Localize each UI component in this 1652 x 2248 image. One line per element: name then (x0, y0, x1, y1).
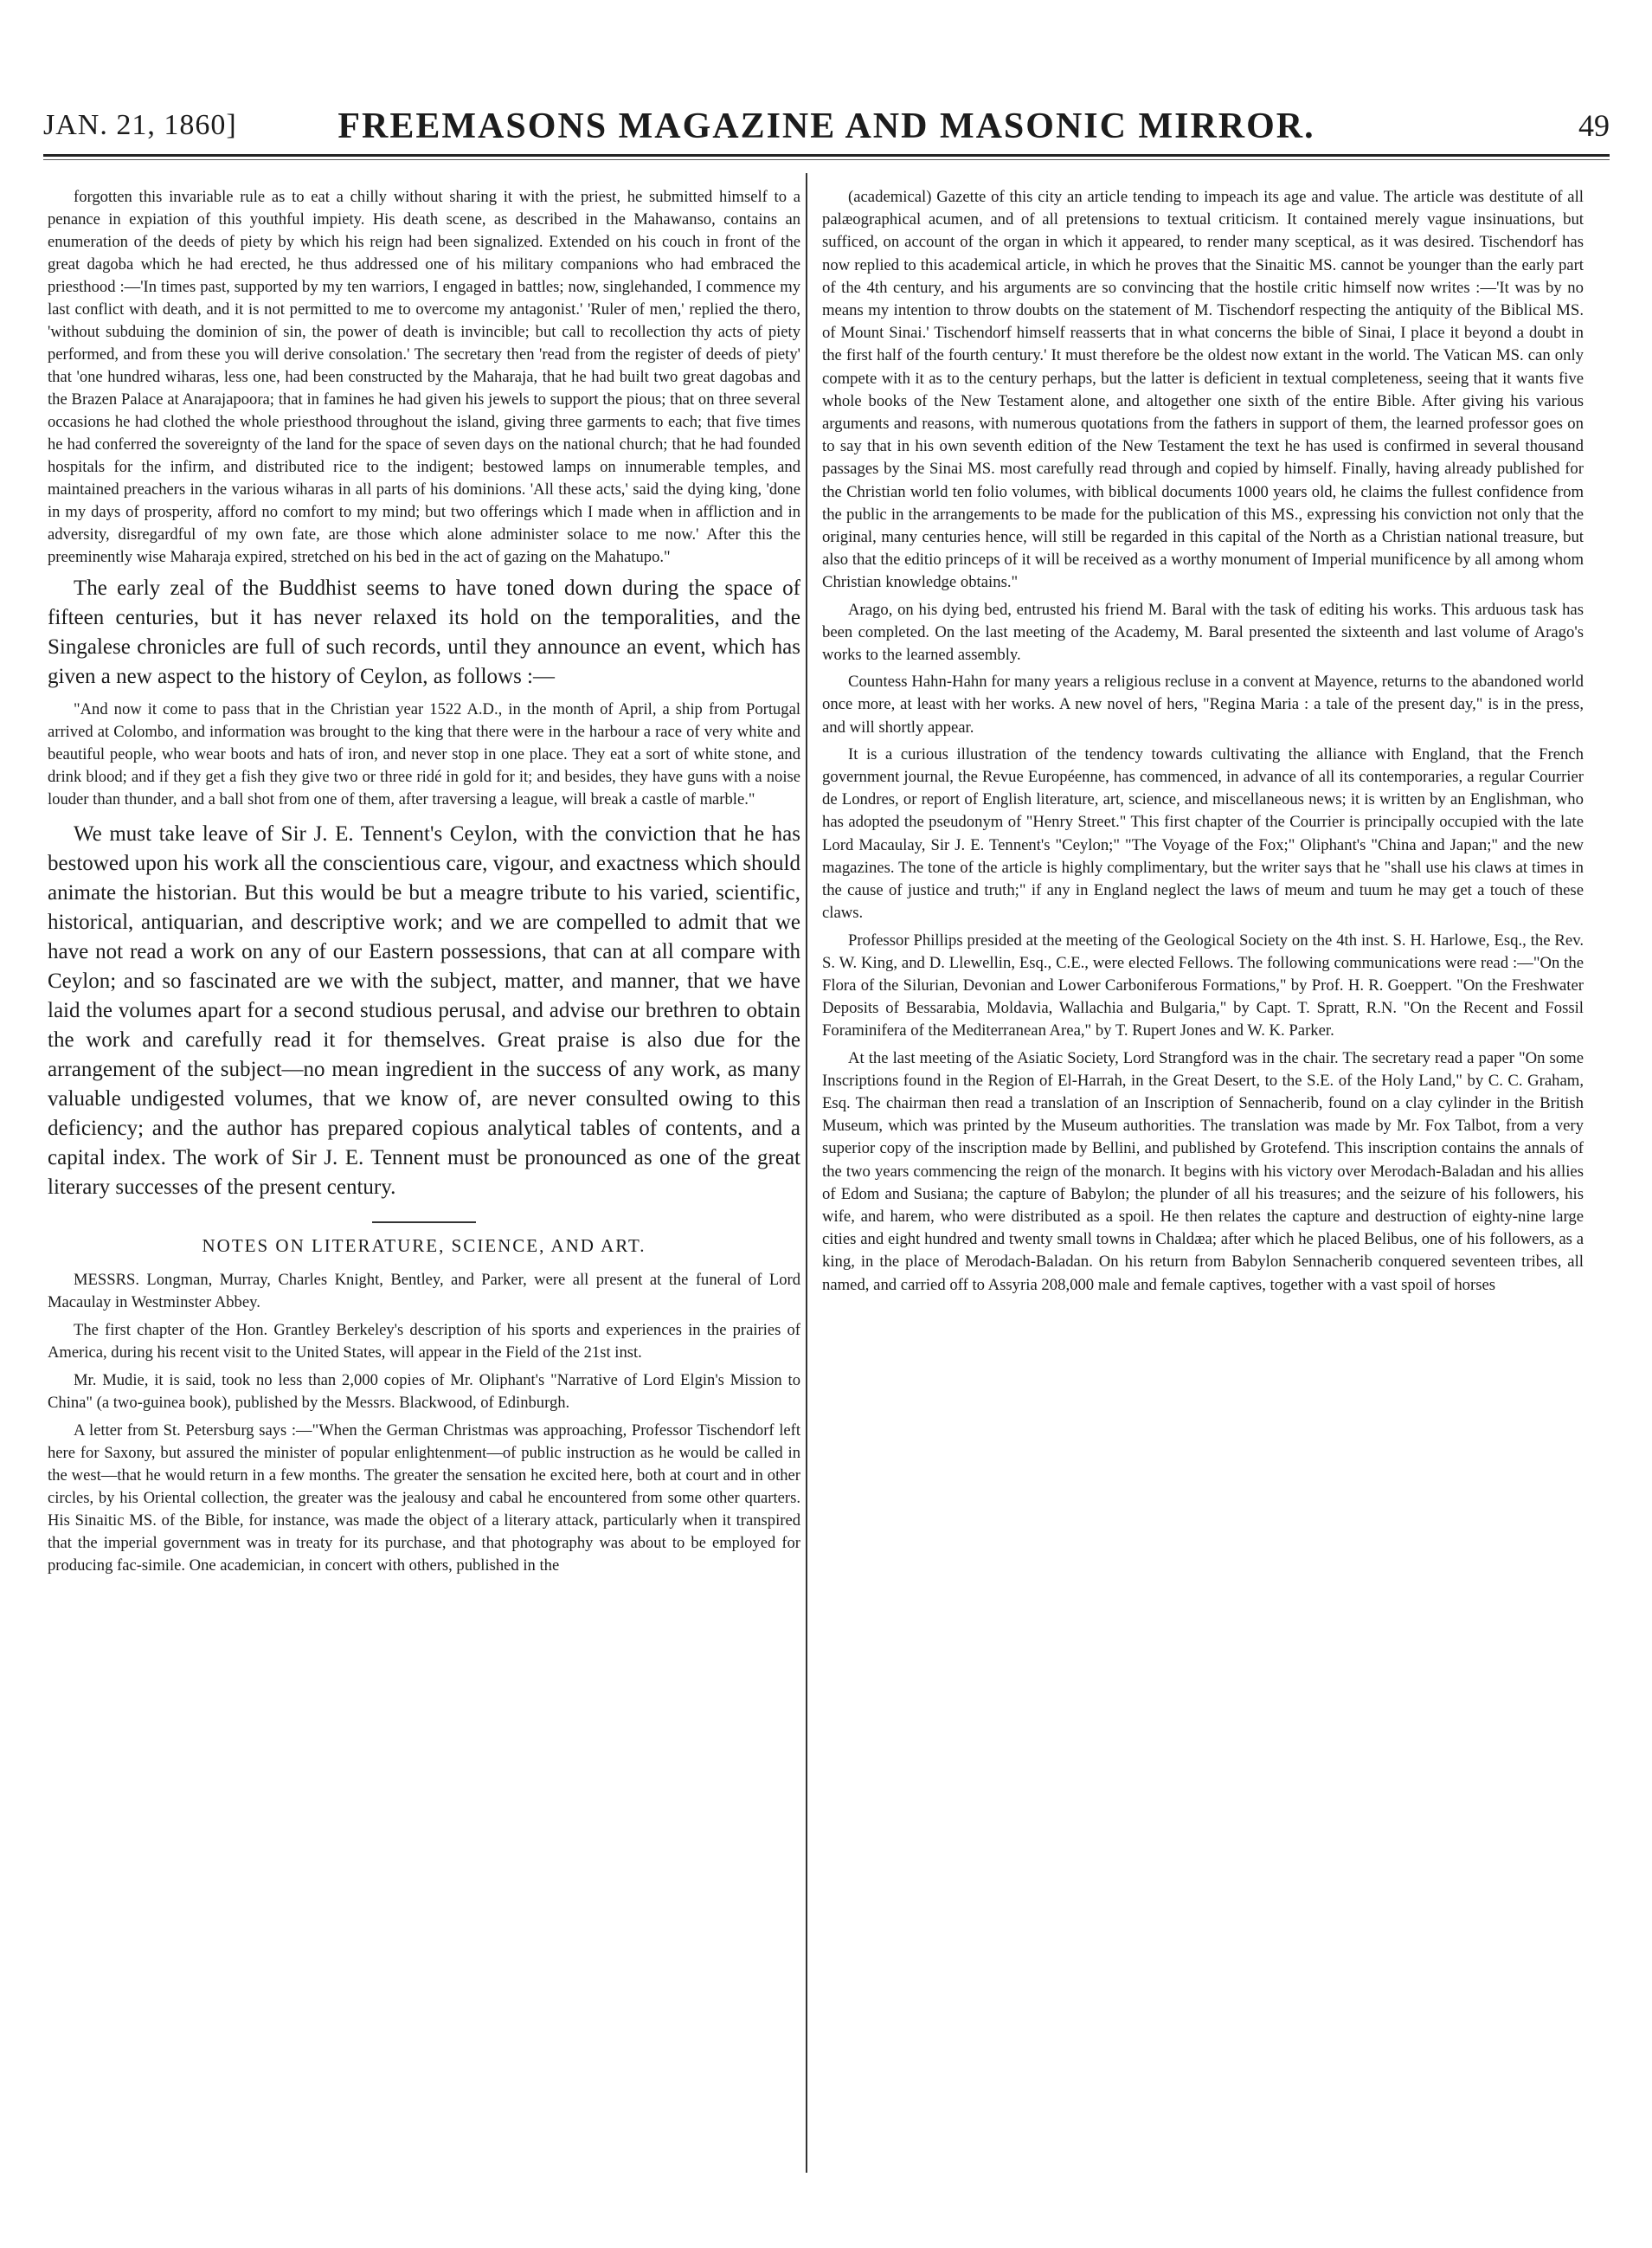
tennent-review-body (48, 574, 800, 692)
masthead-rule (43, 159, 1610, 160)
masthead (43, 102, 1610, 157)
portuguese-quote (48, 699, 800, 811)
note-paragraph: (academical) Gazette of this city an article tending to impeach its age and value. The article was destitute of all palæographical acumen, and of all pretensions to textual criticism. It contained merely vague insinuations, but sufficed, on account of the organ in which it appeared, to render many sceptical, as it was desired. Tischendorf has now replied to this academical article, in which he proves that the Sinaitic MS. cannot be younger than the early part of the 4th century, and his arguments are so convincing that the hostile critic himself now writes :—'It was by no means my intention to throw doubts on the statement of M. Tischendorf respecting the antiquity of the Biblical MS. of Mount Sinai.' Tischendorf himself reasserts that in what concerns the bible of Sinai, I place it beyond a doubt in the first half of the fourth century.' It must therefore be the oldest now extant in the world. The Vatican MS. can only compete with it as to the century perhaps, but the latter is deficient in textual completeness, seeing that it wants five whole books of the New Testament alone, and altogether one sixth of the entire Bible. After giving his various arguments and reasons, with numerous quotations from the fathers in support of them, the learned professor goes on to say that in his own seventh edition of the New Testament the text he has used is confirmed in several thousand passages by the Sinai MS. most carefully read through and copied by himself. Finally, having already published for the Christian world ten folio volumes, with biblical documents 1000 years old, he claims the fullest confidence from the public in the arrangements to be made for the publication of this MS., expressing his conviction not only that the original, many centuries hence, will still be regarded in this capital of the North as a Christian national treasure, but also that the editio princeps of it will be received as a worthy monument of Imperial munificence by all among whom Christian knowledge obtains." (822, 188, 1584, 592)
note-paragraph: Professor Phillips presided at the meeting of the Geological Society on the 4th inst. S. H. Harlowe, Esq., the Rev. S. W. King, and D. Llewellin, Esq., C.E., were elected Fellows. The following communications were read :—"On the Flora of the Silurian, Devonian and Lower Carboniferous Formations," by Prof. H. R. Goeppert. "On the Freshwater Deposits of Bessarabia, Moldavia, Wallachia and Bulgaria," by Capt. T. Spratt, R.N. "On the Recent and Fossil Foraminifera of the Mediterranean Area," by T. Rupert Jones and W. K. Parker. (822, 931, 1584, 1040)
left-column (48, 186, 800, 2177)
page-number: 49 (1578, 108, 1610, 143)
section-heading: NOTES ON LITERATURE, SCIENCE, AND ART. (202, 1235, 646, 1256)
paragraph: The early zeal of the Buddhist seems to have toned down during the space of fifteen centuries, but it has never relaxed its hold on the temporalities, and the Singalese chronicles are full of such records, until they announce an event, which has given a new aspect to the history of Ceylon, as follows :— (48, 576, 800, 688)
paragraph: forgotten this invariable rule as to eat a chilly without sharing it with the priest, he submitted himself to a penance in expiation of this youthful impiety. His death scene, as described in the Mahawanso, contains an enumeration of the deeds of piety by which his reign had been signalized. Extended on his couch in front of the great dagoba which he had erected, he thus addressed one of his military companions who had embraced the priesthood :—'In times past, supported by my ten warriors, I engaged in battles; now, singlehanded, I commence my last conflict with death, and it is not permitted to me to overcome my antagonist.' 'Ruler of men,' replied the thero, 'without subduing the dominion of sin, the power of death is invincible; but call to recollection thy acts of piety performed, and from these you will derive consolation.' The secretary then 'read from the register of deeds of piety' that 'one hundred wiharas, less one, had been constructed by the Maharaja, that he had built two great dagobas and the Brazen Palace at Anarajapoora; that in famines he had given his jewels to support the pious; that on three several occasions he had clothed the whole priesthood throughout the island, giving three garments to each; that five times he had conferred the sovereignty of the land for the space of seven days on the national church; that he had founded hospitals for the infirm, and distributed rice to the indigent; bestowed lamps on innumerable temples, and maintained preachers in the various wiharas in all parts of his dominions. 'All these acts,' said the dying king, 'done in my days of prosperity, afford no comfort to my mind; but two offerings which I made when in affliction and in adversity, disregardful of my own fate, are those which alone administer solace to me now.' After this the preeminently wise Maharaja expired, stretched on his bed in the act of gazing on the Mahatupo." (48, 188, 800, 566)
tennent-review-conclusion (48, 820, 800, 1202)
note-paragraph: It is a curious illustration of the tendency towards cultivating the alliance with England, that the French government journal, the Revue Européenne, has commenced, in advance of all its contemporaries, a regular Courrier de Londres, or report of English literature, art, science, and miscellaneous news; it is written by an Englishman, who has adopted the pseudonym of "Henry Street." This first chapter of the Courrier is principally occupied with the late Lord Macaulay, Sir J. E. Tennent's "Ceylon;" "The Voyage of the Fox;" Oliphant's "China and Japan;" and the new magazines. The tone of the article is highly complimentary, but the writer says that he "shall use his claws at times in the cause of justice and truth;" if any in England neglect the laws of meum and tuum he may get a touch of these claws. (822, 744, 1584, 923)
note-paragraph: Arago, on his dying bed, entrusted his friend M. Baral with the task of editing his works. This arduous task has been completed. On the last meeting of the Academy, M. Baral presented the sixteenth and last volume of Arago's works to the learned assembly. (822, 600, 1584, 665)
note-paragraph: Countess Hahn-Hahn for many years a religious recluse in a convent at Mayence, returns to the abandoned world once more, at least with her works. A new novel of hers, "Regina Maria : a tale of the present day," is in the press, and will shortly appear. (822, 673, 1584, 737)
tennent-review-continued (48, 186, 800, 569)
section-rule (372, 1221, 476, 1223)
publication-title: FREEMASONS MAGAZINE AND MASONIC MIRROR. (337, 106, 1315, 146)
note-paragraph: MESSRS. Longman, Murray, Charles Knight, Bentley, and Parker, were all present at the funeral of Lord Macaulay in Westminster Abbey. (48, 1271, 800, 1311)
paragraph: We must take leave of Sir J. E. Tennent's Ceylon, with the conviction that he has bestowed upon his work all the conscientious care, vigour, and exactness which should animate the historian. But this would be but a meagre tribute to his varied, scientific, historical, antiquarian, and descriptive work; and we are compelled to admit that we have not read a work on any of our Eastern possessions, that can at all compare with Ceylon; and so fascinated are we with the subject, matter, and manner, that we have laid the volumes apart for a second studious perusal, and advise our brethren to obtain the work and carefully read it for themselves. Great praise is also due for the arrangement of the subject—no mean ingredient in the success of any work, as many valuable undigested volumes, that we know of, are never consulted owing to this deficiency; and the author has prepared copious analytical tables of contents, and a capital index. The work of Sir J. E. Tennent must be pronounced as one of the great literary successes of the present century. (48, 822, 800, 1199)
right-column (822, 186, 1584, 2177)
note-paragraph: At the last meeting of the Asiatic Society, Lord Strangford was in the chair. The secretary read a paper "On some Inscriptions found in the Region of El-Harrah, in the Great Desert, to the S.E. of the Holy Land," by C. C. Graham, Esq. The chairman then read a translation of an Inscription of Sennacherib, found on a clay cylinder in the British Museum, which was printed by the Museum authorities. The translation was made by Mr. Fox Talbot, from a very superior copy of the inscription made by Bellini, and published by Grotefend. This inscription contains the annals of the two years commencing the reign of the monarch. It begins with his victory over Merodach-Baladan and his allies of Edom and Susiana; the capture of Babylon; the plunder of all his treasures; and the seizure of his followers, his wife, and harem, who were distributed as a spoil. He then relates the capture and destruction of eighty-nine large cities and eight hundred and twenty small towns in Chaldæa; after which he placed Belibus, one of his followers, as a king, in the place of Merodach-Baladan. On his return from Babylon Sennacherib conquered seventeen tribes, all named, and carried off to Assyria 208,000 male and female captives, together with a vast spoil of horses (822, 1048, 1584, 1294)
note-paragraph: A letter from St. Petersburg says :—"When the German Christmas was approaching, Professor Tischendorf left here for Saxony, but assured the minister of popular enlightenment—of public instruction as he would be called in the west—that he would return in a few months. The greater the sensation he excited here, both at court and in other circles, by his Oriental collection, the greater was the jealousy and cabal he encountered from some other quarters. His Sinaitic MS. of the Bible, for instance, was made the object of a literary attack, particularly when it transpired that the imperial government was in treaty for its purchase, and that photography was about to be employed for producing fac-simile. One academician, in concert with others, published in the (48, 1421, 800, 1575)
notes-section (48, 1269, 800, 1577)
note-paragraph: Mr. Mudie, it is said, took no less than 2,000 copies of Mr. Oliphant's "Narrative of Lord Elgin's Mission to China" (a two-guinea book), published by the Messrs. Blackwood, of Edinburgh. (48, 1371, 800, 1412)
column-divider (806, 173, 807, 2173)
quotation: "And now it come to pass that in the Christian year 1522 A.D., in the month of April, a ship from Portugal arrived at Colombo, and information was brought to the king that there were in the harbour a race of very white and beautiful people, who wear boots and hats of iron, and never stop in one place. They eat a sort of white stone, and drink blood; and if they get a fish they give two or three ridé in gold for it; and besides, they have guns with a noise louder than thunder, and a ball shot from one of them, after traversing a league, will break a castle of marble." (48, 700, 800, 808)
note-paragraph: The first chapter of the Hon. Grantley Berkeley's description of his sports and experiences in the prairies of America, during his recent visit to the United States, will appear in the Field of the 21st inst. (48, 1321, 800, 1362)
issue-date: JAN. 21, 1860] (43, 109, 237, 141)
